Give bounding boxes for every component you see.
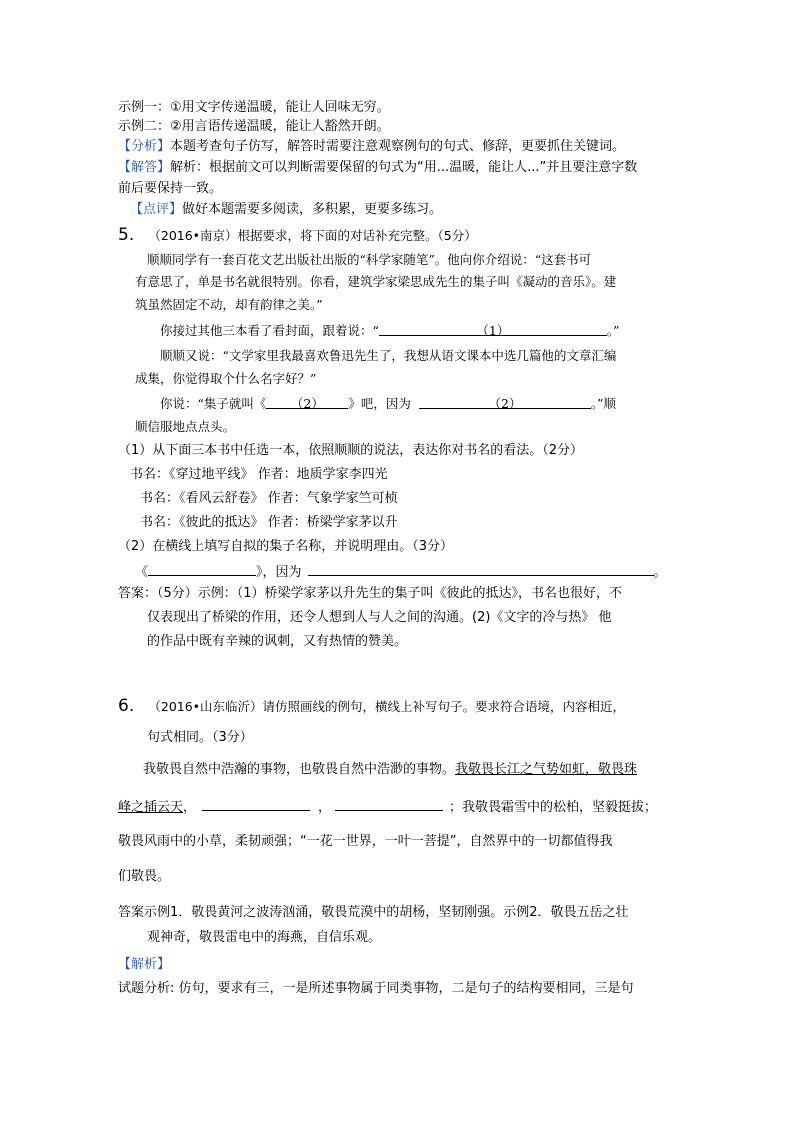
q5-para1-c: 筑虽然固定不动，却有韵律之美。” bbox=[135, 297, 323, 312]
analysis-text: 本题考查句子仿写，解答时需要注意观察例句的句式、修辞，更要抓住关键词。 bbox=[170, 139, 626, 154]
analysis-line bbox=[118, 138, 625, 156]
q6-number: 6. bbox=[118, 696, 135, 716]
q6-blank-1[interactable] bbox=[202, 797, 310, 811]
q6-para2-rest: ；我敬畏霜雪中的松柏，坚毅挺拔； bbox=[449, 800, 658, 815]
q6-para1-plain: 我敬畏自然中浩瀚的事物，也敬畏自然中浩渺的事物。 bbox=[143, 762, 456, 777]
comment-line bbox=[130, 201, 442, 219]
q5-head-text: （2016•南京）根据要求，将下面的对话补充完整。（5分） bbox=[148, 228, 477, 243]
q6-para1 bbox=[143, 761, 637, 779]
title-blank[interactable] bbox=[148, 562, 256, 576]
q5-para3-a: 顺顺又说：“文学家里我最喜欢鲁迅先生了，我想从语文课本中选几篇他的文章汇编 bbox=[160, 348, 617, 363]
book-2: 书名：《看风云舒卷》 作者：气象学家竺可桢 bbox=[140, 491, 398, 506]
example-one: 示例一：①用文字传递温暖，能让人回味无穷。 bbox=[118, 100, 390, 115]
q5-para4-b: 顺信服地点点头。 bbox=[135, 419, 236, 434]
q6-para2: 峰之插云天， ， ；我敬畏霜雪中的松柏，坚毅挺拔； bbox=[118, 797, 657, 817]
q6-head-cont: 句式相同。（3分） bbox=[147, 730, 253, 745]
q5-number: 5. bbox=[118, 225, 135, 245]
q6-explain-tag: 【解析】 bbox=[118, 957, 171, 972]
q5-para4-post: 。”顺 bbox=[590, 396, 617, 411]
fill-end: 。 bbox=[653, 565, 667, 580]
analysis-tag: 【分析】 bbox=[118, 139, 171, 154]
q6-answer-2: 观神奇，敬畏雷电中的海燕，自信乐观。 bbox=[147, 930, 382, 945]
comment-text: 做好本题需要多阅读，多积累，更要多练习。 bbox=[182, 202, 443, 217]
q5-para4-pre: 你说：“集子就叫《 bbox=[160, 396, 267, 411]
reason-blank[interactable] bbox=[308, 562, 654, 576]
fill-open: 《 bbox=[135, 565, 149, 580]
q5-sub2: （2）在横线上填写自拟的集子名称，并说明理由。（3分） bbox=[118, 539, 454, 554]
answer-tag: 【解答】 bbox=[118, 160, 171, 175]
q5-answer-2: 仅表现出了桥梁的作用，还令人想到人与人之间的沟通。(2)《文字的冷与热》 他 bbox=[147, 610, 612, 625]
q5-sub1: （1）从下面三本书中任选一本，依照顺顺的说法，表达你对书名的看法。（2分） bbox=[118, 443, 584, 458]
book-1: 书名：《穿过地平线》 作者：地质学家李四光 bbox=[130, 467, 388, 482]
q5-para1-b: 有意思了，单是书名就很特别。你看，建筑学家梁思成先生的集子叫《凝动的音乐》。建 bbox=[135, 274, 617, 289]
q5-para2-pre: 你接过其他三本看了看封面，跟着说：“ bbox=[160, 323, 379, 338]
q6-blank-2[interactable] bbox=[335, 797, 443, 811]
blank-2a-label: （2） bbox=[290, 396, 324, 411]
q5-fill-line bbox=[135, 562, 667, 582]
q6-para4: 们敬畏。 bbox=[118, 869, 171, 884]
answer-line bbox=[118, 159, 637, 177]
q5-para2-post: 。” bbox=[606, 323, 620, 338]
q5-para4 bbox=[160, 395, 616, 413]
q5-para4-mid: 》吧，因为 bbox=[348, 396, 411, 411]
blank-2b-label: （2） bbox=[488, 396, 522, 411]
blank-2a[interactable] bbox=[266, 395, 348, 409]
comment-tag: 【点评】 bbox=[130, 202, 183, 217]
answer-text: 解析：根据前文可以判断需要保留的句式为“用...温暖，能让人...”并且要注意字数 bbox=[170, 160, 638, 175]
example-two: 示例二：②用言语传递温暖，能让人豁然开朗。 bbox=[118, 119, 390, 134]
q5-answer-3: 的作品中既有辛辣的讽刺，又有热情的赞美。 bbox=[147, 634, 408, 649]
q6-explain-text: 试题分析: 仿句，要求有三，一是所述事物属于同类事物，二是句子的结构要相同，三是句 bbox=[118, 981, 634, 996]
q6-answer-1: 答案示例1．敬畏黄河之波涛汹涌，敬畏荒漠中的胡杨，坚韧刚强。示例2．敬畏五岳之壮 bbox=[118, 905, 629, 920]
q5-para3-b: 成集，你觉得取个什么名字好？” bbox=[135, 371, 317, 386]
answer-text-cont: 前后要保持一致。 bbox=[118, 181, 223, 196]
q6-head-text: （2016•山东临沂）请仿照画线的例句，横线上补写句子。要求符合语境，内容相近， bbox=[148, 699, 626, 714]
q5-answer-1: 答案：（5分）示例：（1）桥梁学家茅以升先生的集子叫《彼此的抵达》，书名也很好，不 bbox=[118, 586, 623, 601]
blank-1-label: （1） bbox=[476, 323, 510, 338]
blank-2b[interactable] bbox=[419, 395, 591, 409]
q5-para2 bbox=[160, 322, 620, 340]
q6-heading bbox=[118, 697, 625, 717]
blank-1[interactable] bbox=[379, 322, 607, 336]
q6-para2-underlined: 峰之插云天 bbox=[118, 800, 184, 815]
fill-mid: 》，因为 bbox=[256, 565, 302, 580]
book-3: 书名：《彼此的抵达》 作者：桥梁学家茅以升 bbox=[140, 515, 398, 530]
q5-para1-a: 顺顺同学有一套百花文艺出版社出版的“科学家随笔”。他向你介绍说：“这套书可 bbox=[147, 252, 592, 267]
q5-heading bbox=[118, 226, 477, 246]
q6-para3: 敬畏风雨中的小草，柔韧顽强；“一花一世界，一叶一菩提”，自然界中的一切都值得我 bbox=[118, 834, 613, 849]
q6-para1-underlined: 我敬畏长江之气势如虹，敬畏珠 bbox=[455, 762, 638, 777]
